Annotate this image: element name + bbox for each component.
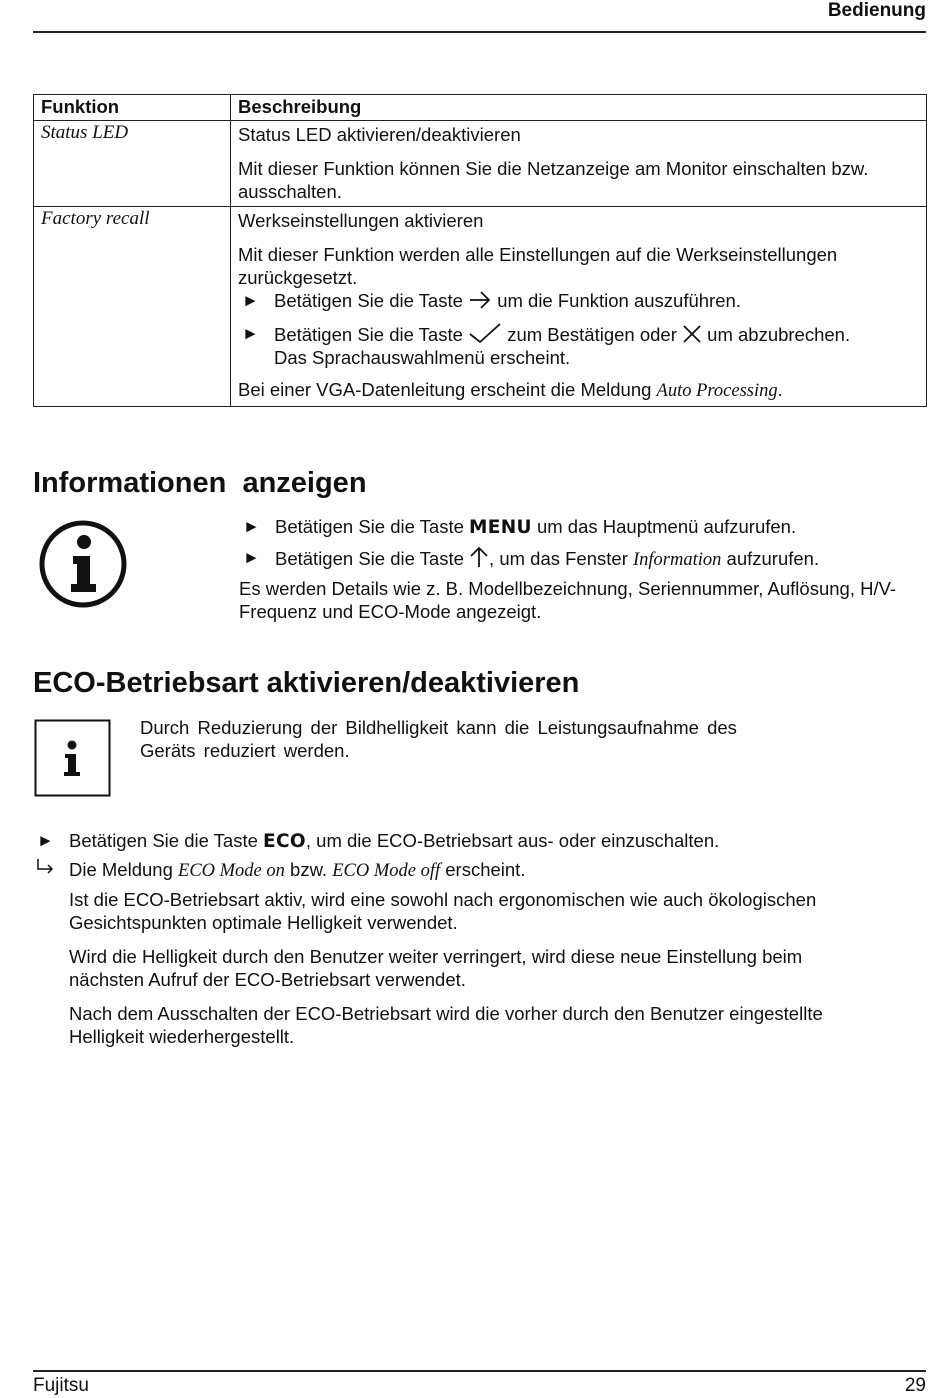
step-text: Betätigen Sie die Taste	[275, 516, 464, 537]
factory-recall-title: Werkseinstellungen aktivieren	[238, 210, 484, 231]
result-text: bzw.	[290, 859, 328, 880]
info-box-icon	[34, 719, 111, 797]
info-circle-icon	[37, 518, 129, 610]
column-header-function: Funktion	[34, 95, 231, 121]
description-status-led	[231, 121, 927, 207]
step-text: um die Funktion auszuführen.	[497, 290, 741, 311]
info-steps	[239, 515, 929, 623]
note-punct: .	[777, 379, 783, 400]
arrow-right-icon	[468, 290, 492, 310]
factory-recall-text: Mit dieser Funktion werden alle Einstellungen auf die Werkseinstellungen zurückgesetzt.	[238, 244, 838, 288]
info-result: Es werden Details wie z. B. Modellbezeichnung, Seriennummer, Auflösung, H/V-Frequenz und ECO-Mode angezeigt.	[239, 578, 897, 622]
step-result: Das Sprachauswahlmenü erscheint.	[274, 347, 571, 368]
table-row-factory-recall	[34, 207, 927, 407]
factory-recall-step-1	[238, 289, 920, 312]
step-text: um abzubrechen.	[707, 324, 851, 345]
function-name-factory-recall: Factory recall	[34, 207, 231, 407]
message-information: Information	[633, 550, 722, 570]
description-factory-recall	[231, 207, 927, 407]
section-heading-info: Informationen anzeigen	[33, 467, 367, 499]
step-text: , um die ECO-Betriebsart aus- oder einzuschalten.	[305, 830, 720, 851]
step-text: Betätigen Sie die Taste	[274, 290, 463, 311]
step-text: Betätigen Sie die Taste	[274, 324, 463, 345]
info-step-1	[239, 515, 929, 539]
page-header-title: Bedienung	[827, 0, 926, 21]
eco-note-text: Durch Reduzierung der Bildhelligkeit kann die Leistungsaufnahme des Geräts reduziert werden.	[140, 717, 737, 761]
footer-rule	[33, 1370, 926, 1372]
table-header-row	[34, 95, 927, 121]
step-text: um das Hauptmenü aufzurufen.	[536, 516, 797, 537]
result-text: erscheint.	[445, 859, 526, 880]
arrow-up-icon	[469, 546, 489, 568]
status-led-title: Status LED aktivieren/deaktivieren	[238, 124, 521, 145]
factory-recall-note	[238, 378, 920, 403]
bullet-triangle-icon: ►	[242, 291, 259, 310]
factory-recall-step-2	[238, 322, 920, 369]
status-led-text: Mit dieser Funktion können Sie die Netzanzeige am Monitor einschalten bzw. ausschalten.	[238, 158, 869, 202]
info-step-2	[239, 546, 929, 572]
checkmark-icon	[468, 322, 502, 344]
bullet-triangle-icon: ►	[243, 517, 260, 536]
column-header-description: Beschreibung	[231, 95, 927, 121]
eco-result	[33, 858, 913, 883]
message-eco-mode-on: ECO Mode on	[178, 861, 285, 881]
section-heading-eco: ECO-Betriebsart aktivieren/deaktivieren	[33, 667, 580, 699]
step-text: aufzurufen.	[726, 548, 820, 569]
note-text: Bei einer VGA-Datenleitung erscheint die Meldung	[238, 379, 652, 400]
key-eco: ECO	[263, 831, 306, 852]
eco-step	[33, 829, 913, 853]
bullet-triangle-icon: ►	[243, 548, 260, 567]
eco-paragraph-3: Nach dem Ausschalten der ECO-Betriebsart wird die vorher durch den Benutzer eingestellte Helligkeit wiederhergestellt.	[69, 1003, 823, 1047]
table-row-status-led	[34, 121, 927, 207]
message-eco-mode-off: ECO Mode off	[332, 861, 441, 881]
eco-paragraph-1: Ist die ECO-Betriebsart aktiv, wird eine sowohl nach ergonomischen wie auch ökologischen Gesichtspunkten optimale Helligkeit verwendet.	[69, 889, 817, 933]
eco-steps	[33, 829, 913, 1048]
bullet-triangle-icon: ►	[242, 324, 259, 343]
function-name-status-led: Status LED	[34, 121, 231, 207]
step-text: Betätigen Sie die Taste	[69, 830, 258, 851]
cross-icon	[682, 324, 702, 344]
step-text: Betätigen Sie die Taste	[275, 548, 464, 569]
step-text: zum Bestätigen oder	[507, 324, 677, 345]
key-menu: MENU	[469, 517, 532, 538]
step-text: , um das Fenster	[489, 548, 628, 569]
result-text: Die Meldung	[69, 859, 173, 880]
page-number: 29	[904, 1375, 926, 1396]
result-arrow-icon	[35, 858, 55, 882]
message-auto-processing: Auto Processing	[656, 381, 778, 401]
bullet-triangle-icon: ►	[37, 831, 54, 850]
footer-brand: Fujitsu	[33, 1375, 89, 1396]
eco-paragraph-2: Wird die Helligkeit durch den Benutzer weiter verringert, wird diese neue Einstellung beim nächsten Aufruf der ECO-Betriebsart verwendet.	[69, 946, 803, 990]
function-table	[33, 94, 927, 407]
header-rule	[33, 31, 926, 33]
